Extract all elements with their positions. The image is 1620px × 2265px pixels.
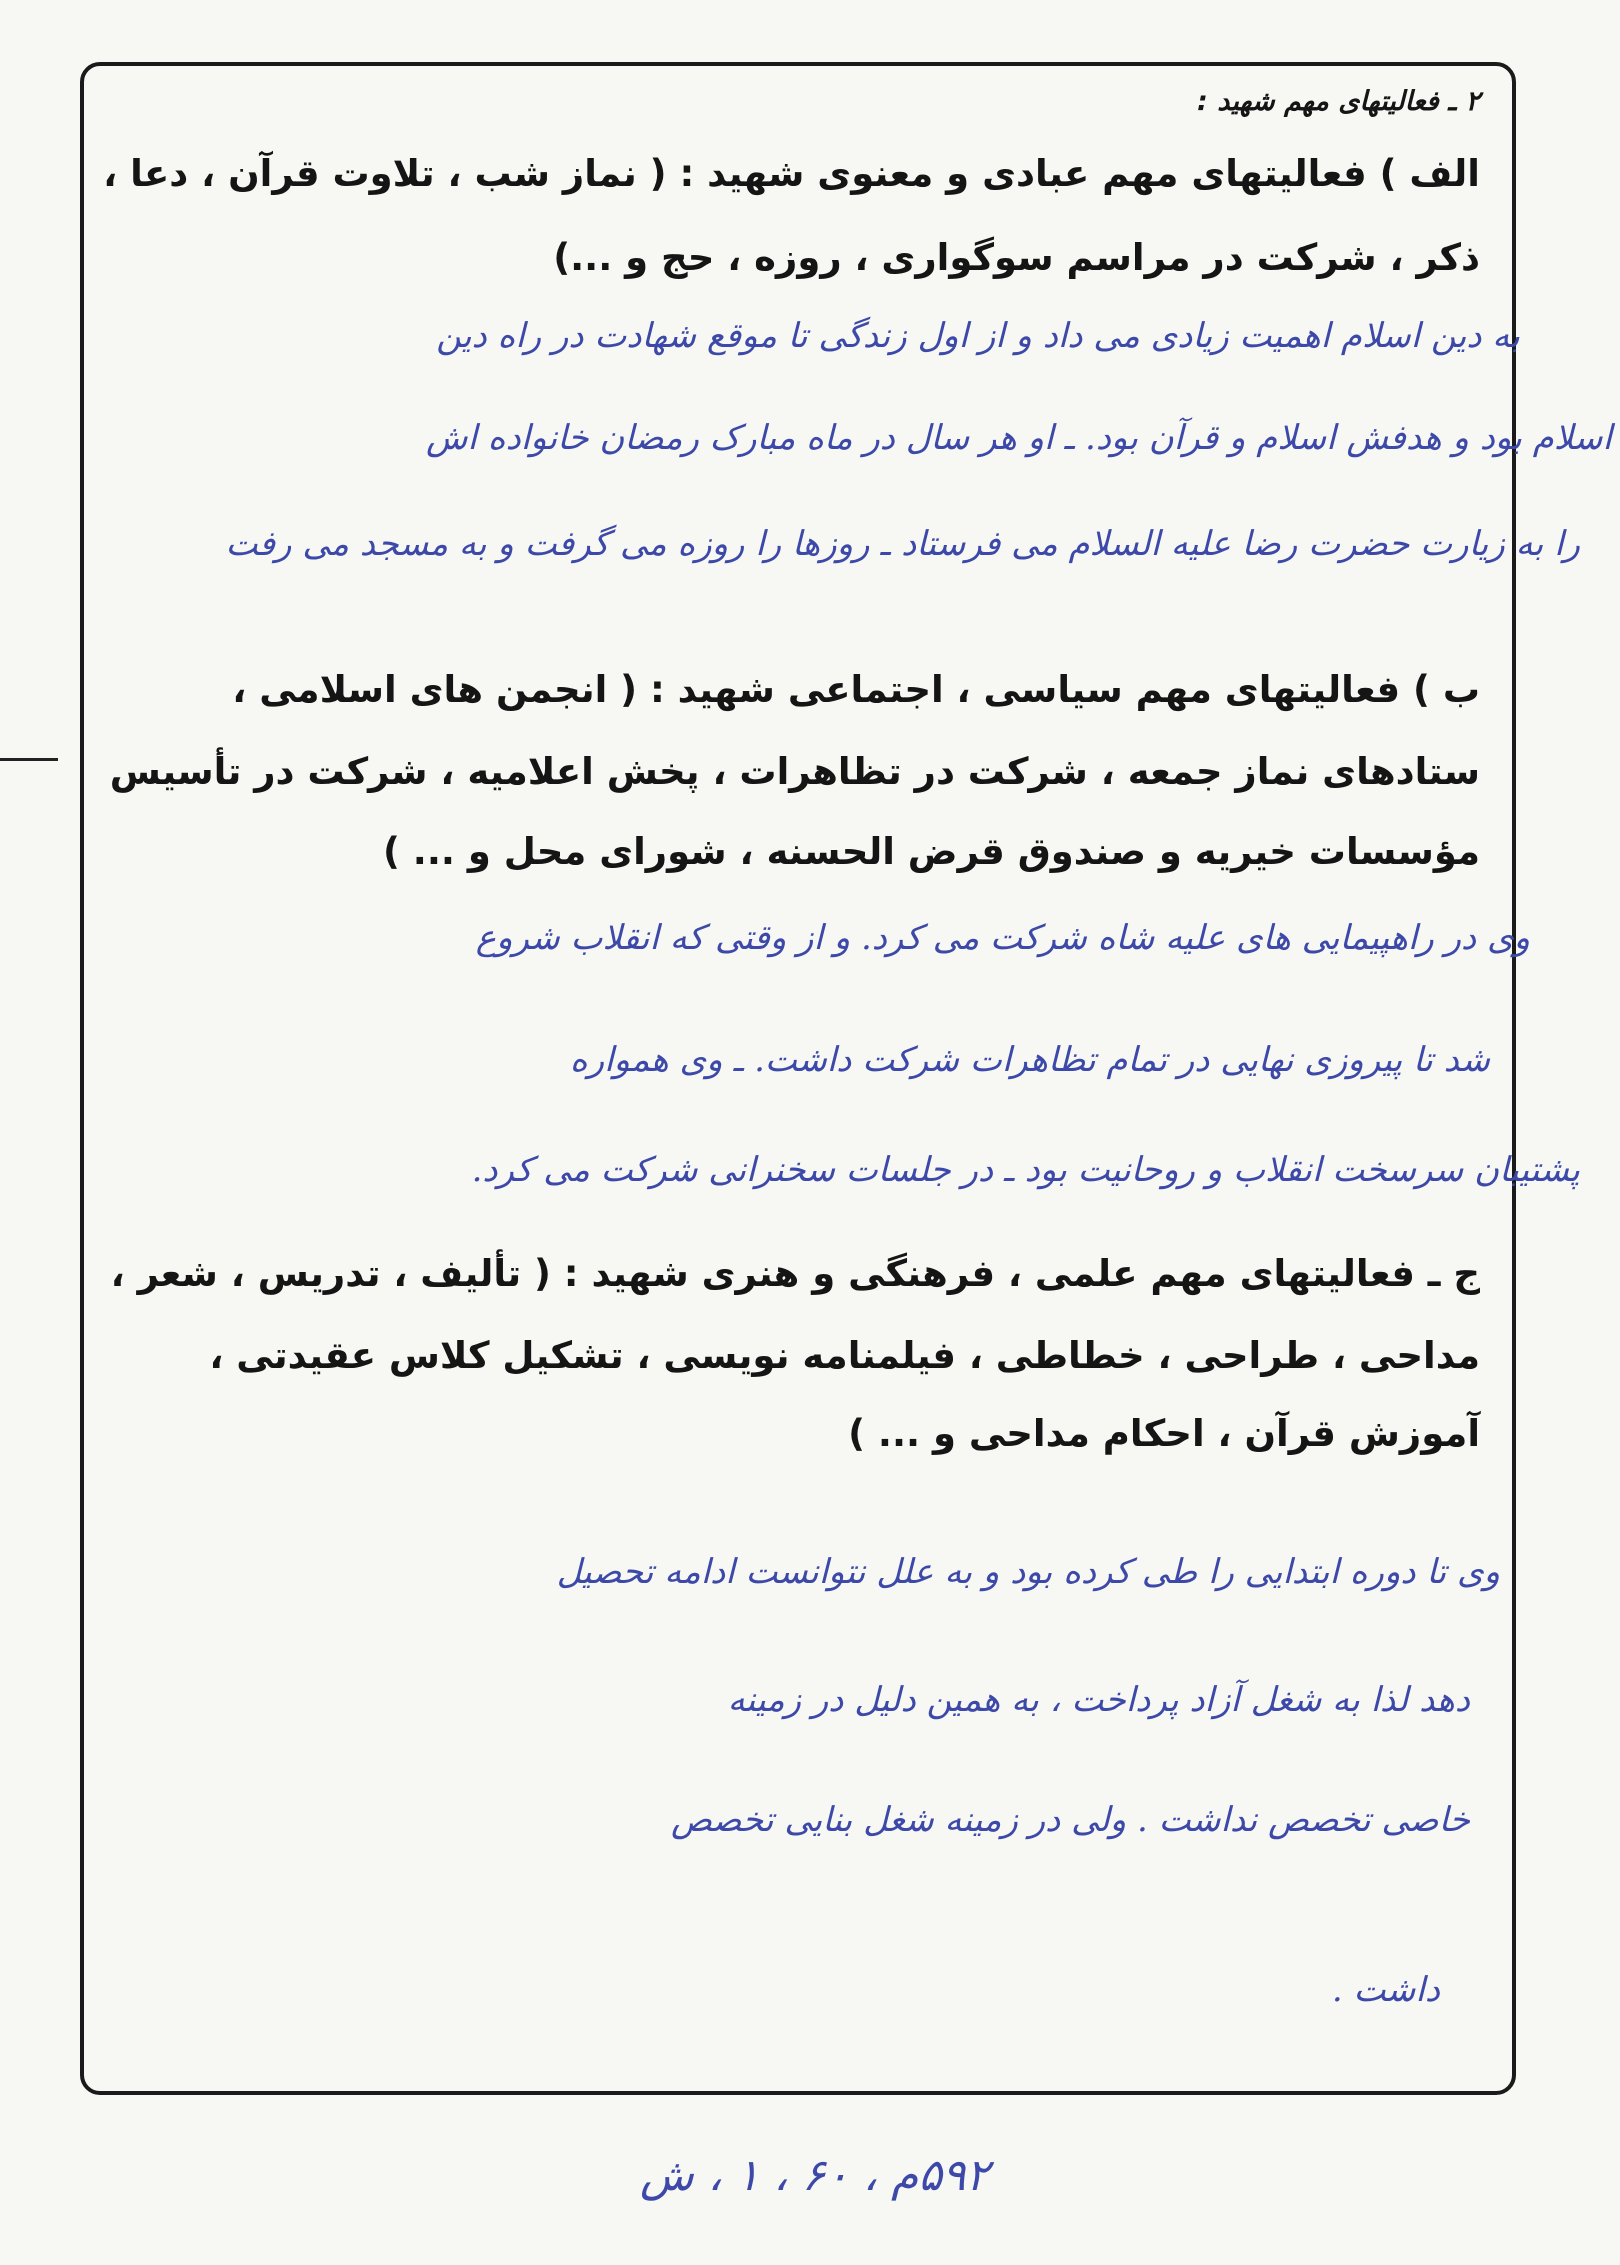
section-b-handwritten-line-2: شد تا پیروزی نهایی در تمام تظاهرات شرکت داشت. ـ وی همواره (569, 1040, 1490, 1080)
section-a-handwritten-line-3: را به زیارت حضرت رضا علیه السلام می فرستاد ـ روزها را روزه می گرفت و به مسجد می رفت (225, 524, 1580, 564)
section-b-handwritten-line-3: پشتیبان سرسخت انقلاب و روحانیت بود ـ در جلسات سخنرانی شرکت می کرد. (471, 1150, 1580, 1190)
section-a-handwritten-line-2: اسلام بود و هدفش اسلام و قرآن بود. ـ او هر سال در ماه مبارک رمضان خانواده اش (426, 418, 1612, 458)
section-c-handwritten-line-3: خاصی تخصص نداشت . ولی در زمینه شغل بنایی تخصص (671, 1800, 1470, 1840)
section-c-handwritten-line-4: داشت . (1331, 1970, 1440, 2010)
section-b-printed-line-2: ستادهای نماز جمعه ، شرکت در تظاهرات ، پخش اعلامیه ، شرکت در تأسیس (109, 750, 1480, 793)
section-a-printed-line-2: ذکر ، شرکت در مراسم سوگواری ، روزه ، حج و ...) (553, 236, 1480, 279)
section-a-printed-line-1: الف ) فعالیتهای مهم عبادی و معنوی شهید : ( نماز شب ، تلاوت قرآن ، دعا ، (103, 152, 1480, 195)
section-a-handwritten-line-1: به دین اسلام اهمیت زیادی می داد و از اول زندگی تا موقع شهادت در راه دین (436, 316, 1520, 356)
section-c-printed-line-3: آموزش قرآن ، احکام مداحی و ... ) (848, 1412, 1480, 1455)
footer-handwritten-note: ۵۹۲م ، ۶۰ ، ۱ ، ش (640, 2150, 990, 2201)
section-c-handwritten-line-1: وی تا دوره ابتدایی را طی کرده بود و به علل نتوانست ادامه تحصیل (556, 1552, 1500, 1592)
section-b-handwritten-line-1: وی در راهپیمایی های علیه شاه شرکت می کرد. و از وقتی که انقلاب شروع (475, 918, 1530, 958)
section-c-printed-line-1: ج ـ فعالیتهای مهم علمی ، فرهنگی و هنری شهید : ( تألیف ، تدریس ، شعر ، (110, 1252, 1480, 1295)
section-b-printed-line-1: ب ) فعالیتهای مهم سیاسی ، اجتماعی شهید : ( انجمن های اسلامی ، (232, 668, 1480, 711)
section-header: ۲ ـ فعالیتهای مهم شهید : (1197, 86, 1480, 117)
section-c-printed-line-2: مداحی ، طراحی ، خطاطی ، فیلمنامه نویسی ، تشکیل کلاس عقیدتی ، (209, 1334, 1480, 1377)
margin-dash-mark (0, 758, 58, 761)
section-b-printed-line-3: مؤسسات خیریه و صندوق قرض الحسنه ، شورای محل و ... ) (383, 830, 1480, 873)
section-c-handwritten-line-2: دهد لذا به شغل آزاد پرداخت ، به همین دلیل در زمینه (727, 1680, 1470, 1720)
